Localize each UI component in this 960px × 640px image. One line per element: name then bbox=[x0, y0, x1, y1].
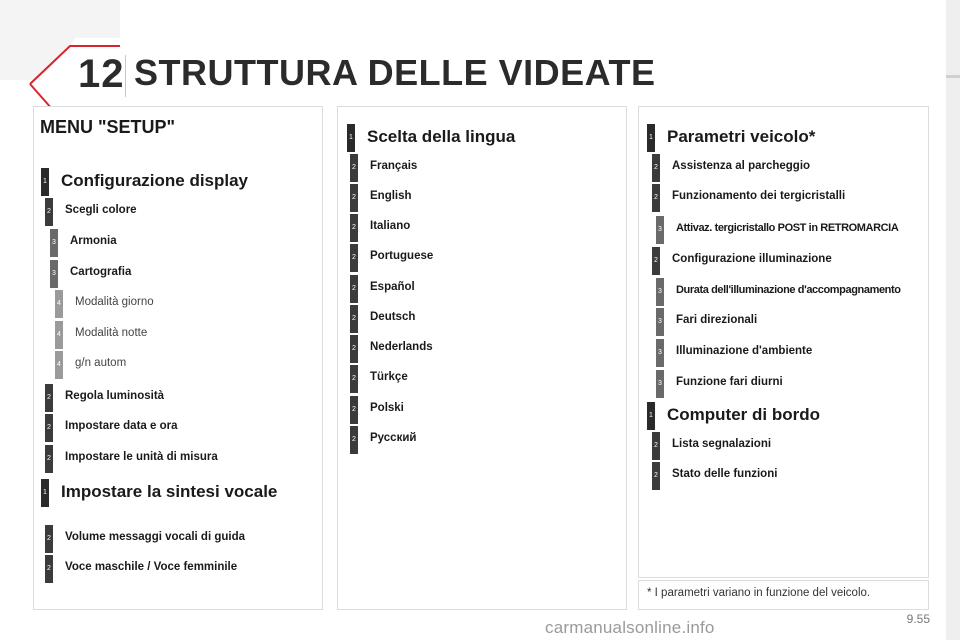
footnote-text: * I parametri variano in funzione del veicolo. bbox=[647, 587, 871, 599]
level-badge: 2 bbox=[45, 414, 53, 442]
level-badge: 2 bbox=[652, 184, 660, 212]
level-badge: 3 bbox=[656, 308, 664, 336]
level-badge: 2 bbox=[350, 214, 358, 242]
language-panel bbox=[337, 106, 627, 610]
level-badge: 1 bbox=[647, 402, 655, 430]
menu-item-label: Voce maschile / Voce femminile bbox=[65, 561, 238, 573]
menu-item-label: Funzionamento dei tergicristalli bbox=[672, 190, 846, 202]
watermark-text: carmanualsonline.info bbox=[545, 618, 715, 637]
level-badge: 3 bbox=[656, 278, 664, 306]
level-badge: 3 bbox=[656, 339, 664, 367]
menu-item-label: Cartografia bbox=[70, 266, 132, 278]
menu-item-label: Parametri veicolo* bbox=[667, 127, 816, 146]
menu-item-label: g/n autom bbox=[75, 357, 127, 369]
menu-item-label: Русский bbox=[370, 432, 417, 444]
vehicle-params-panel bbox=[638, 106, 929, 578]
menu-item-label: Modalità giorno bbox=[75, 296, 154, 308]
level-badge: 2 bbox=[350, 365, 358, 393]
level-badge: 2 bbox=[652, 462, 660, 490]
menu-item-label: Italiano bbox=[370, 220, 411, 232]
menu-item-label: Regola luminosità bbox=[65, 390, 165, 402]
menu-item-label: Lista segnalazioni bbox=[672, 438, 772, 450]
menu-item-label: Attivaz. tergicristallo POST in RETROMARCIA bbox=[676, 222, 899, 234]
level-badge: 2 bbox=[350, 396, 358, 424]
level-badge: 2 bbox=[45, 445, 53, 473]
menu-item-label: Volume messaggi vocali di guida bbox=[65, 531, 246, 543]
level-badge: 3 bbox=[50, 229, 58, 257]
page-title: STRUTTURA DELLE VIDEATE bbox=[134, 52, 656, 93]
menu-item-label: Scegli colore bbox=[65, 204, 137, 216]
menu-setup-title: MENU "SETUP" bbox=[40, 117, 176, 137]
level-badge: 2 bbox=[350, 426, 358, 454]
level-badge: 2 bbox=[350, 305, 358, 333]
level-badge: 4 bbox=[55, 290, 63, 318]
chapter-number: 12 bbox=[78, 52, 125, 96]
level-badge: 1 bbox=[41, 168, 49, 196]
level-badge: 1 bbox=[347, 124, 355, 152]
level-badge: 2 bbox=[350, 184, 358, 212]
menu-item-label: Assistenza al parcheggio bbox=[672, 160, 811, 172]
menu-item-label: Impostare la sintesi vocale bbox=[61, 482, 278, 501]
level-badge: 2 bbox=[45, 525, 53, 553]
menu-item-label: Impostare le unità di misura bbox=[65, 451, 218, 463]
menu-item-label: Modalità notte bbox=[75, 327, 148, 339]
level-badge: 2 bbox=[350, 335, 358, 363]
menu-item-label: Durata dell'illuminazione d'accompagnamento bbox=[676, 284, 901, 296]
level-badge: 2 bbox=[350, 275, 358, 303]
level-badge: 2 bbox=[350, 154, 358, 182]
level-badge: 2 bbox=[45, 555, 53, 583]
menu-item-label: Español bbox=[370, 281, 415, 293]
level-badge: 2 bbox=[45, 198, 53, 226]
level-badge: 3 bbox=[50, 260, 58, 288]
menu-item-label: Configurazione display bbox=[61, 171, 249, 190]
menu-item-label: Computer di bordo bbox=[667, 405, 820, 424]
title-divider bbox=[125, 55, 126, 97]
level-badge: 4 bbox=[55, 321, 63, 349]
level-badge: 3 bbox=[656, 370, 664, 398]
level-badge: 2 bbox=[350, 244, 358, 272]
menu-item-label: Configurazione illuminazione bbox=[672, 253, 832, 265]
menu-item-label: Polski bbox=[370, 402, 404, 414]
menu-item-label: Funzione fari diurni bbox=[676, 376, 783, 388]
menu-item-label: Fari direzionali bbox=[676, 314, 758, 326]
menu-item-label: Scelta della lingua bbox=[367, 127, 516, 146]
menu-item-label: Portuguese bbox=[370, 250, 434, 262]
page-number: 9.55 bbox=[906, 612, 930, 626]
menu-item-label: Impostare data e ora bbox=[65, 420, 178, 432]
level-badge: 2 bbox=[45, 384, 53, 412]
level-badge: 1 bbox=[647, 124, 655, 152]
menu-item-label: Türkçe bbox=[370, 371, 408, 383]
level-badge: 3 bbox=[656, 216, 664, 244]
menu-item-label: English bbox=[370, 190, 412, 202]
level-badge: 1 bbox=[41, 479, 49, 507]
menu-item-label: Illuminazione d'ambiente bbox=[676, 345, 813, 357]
menu-item-label: Armonia bbox=[70, 235, 117, 247]
level-badge: 4 bbox=[55, 351, 63, 379]
level-badge: 2 bbox=[652, 154, 660, 182]
menu-item-label: Nederlands bbox=[370, 341, 433, 353]
menu-item-label: Deutsch bbox=[370, 311, 416, 323]
menu-item-label: Français bbox=[370, 160, 418, 172]
menu-item-label: Stato delle funzioni bbox=[672, 468, 778, 480]
level-badge: 2 bbox=[652, 247, 660, 275]
footnote-box bbox=[638, 580, 929, 610]
page-edge-strip bbox=[946, 0, 960, 640]
level-badge: 2 bbox=[652, 432, 660, 460]
